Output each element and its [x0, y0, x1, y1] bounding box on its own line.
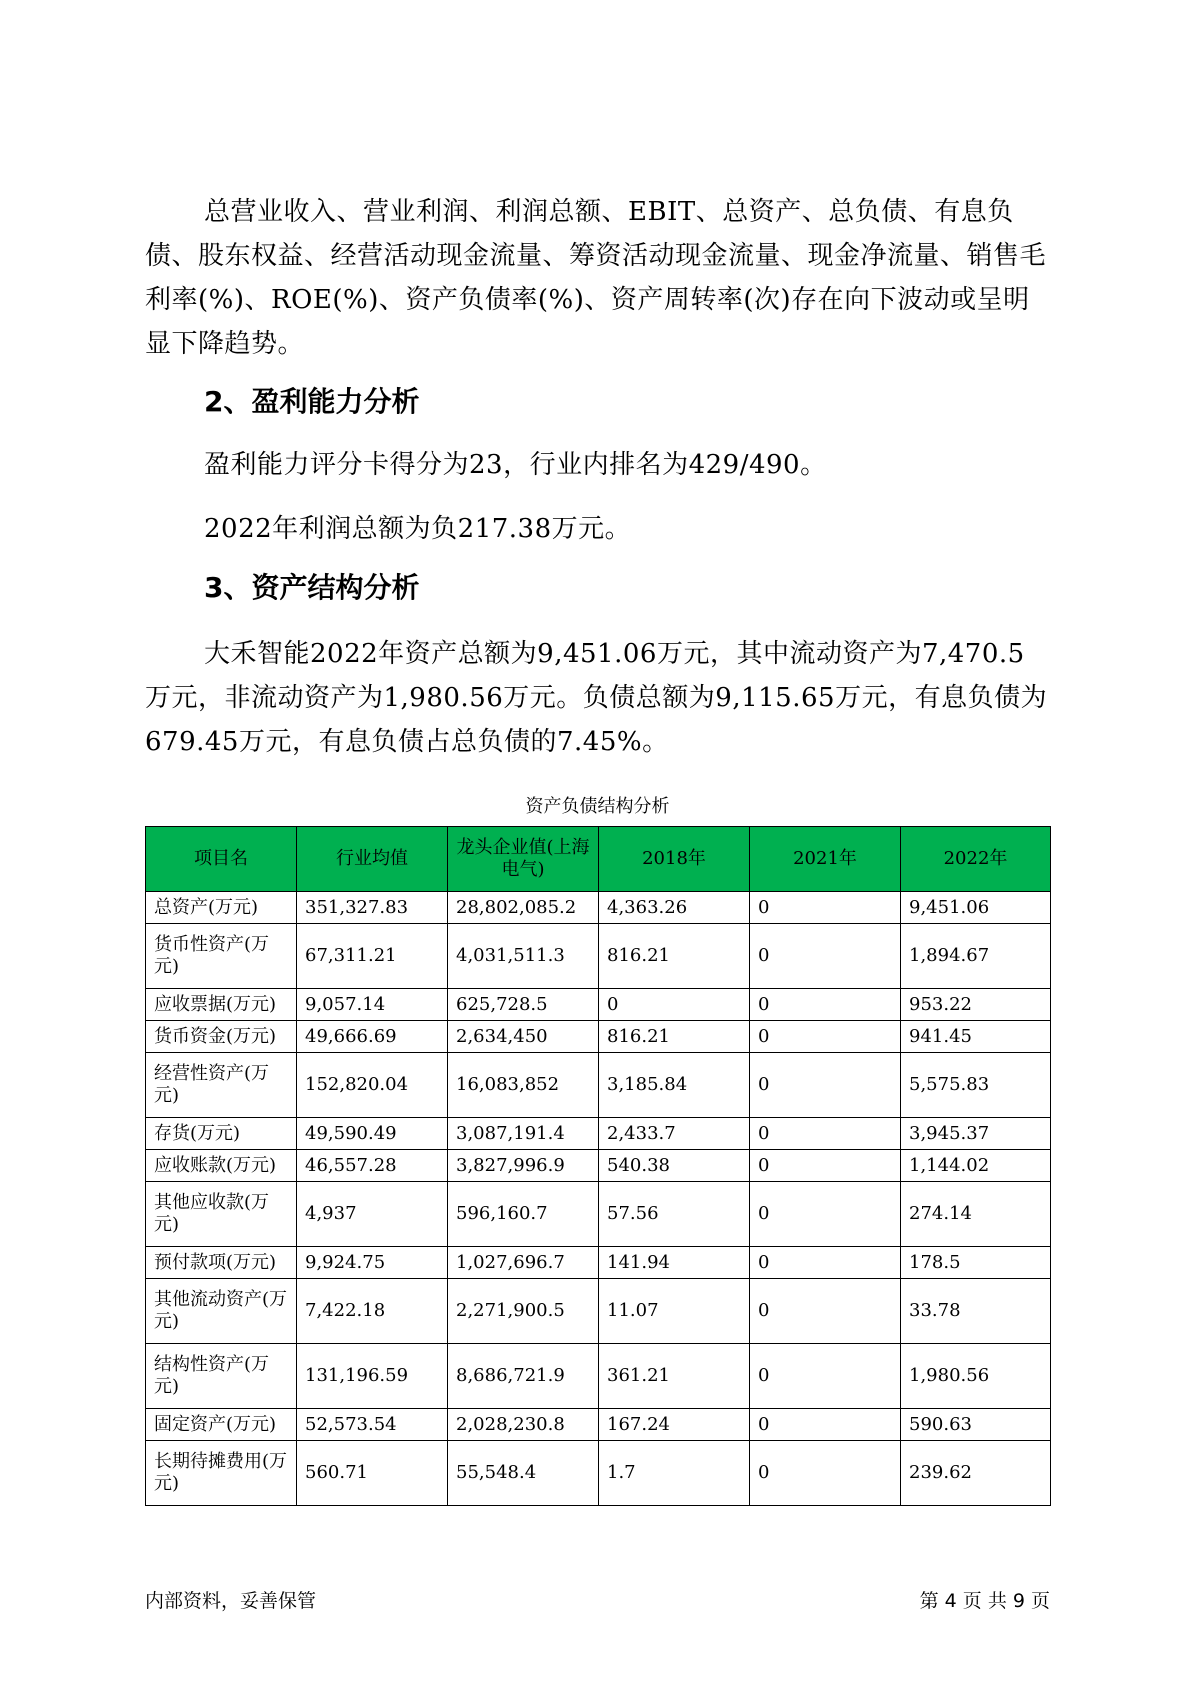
table-cell: 总资产(万元): [146, 892, 297, 924]
table-cell: 274.14: [901, 1182, 1051, 1247]
header-cell: 2021年: [750, 827, 901, 892]
table-cell: 141.94: [599, 1247, 750, 1279]
table-cell: 46,557.28: [297, 1150, 448, 1182]
table-cell: 9,451.06: [901, 892, 1051, 924]
table-cell: 178.5: [901, 1247, 1051, 1279]
table-cell: 0: [750, 892, 901, 924]
table-cell: 2,634,450: [448, 1021, 599, 1053]
table-cell: 经营性资产(万元): [146, 1053, 297, 1118]
table-cell: 16,083,852: [448, 1053, 599, 1118]
table-cell: 0: [750, 924, 901, 989]
table-cell: 1,894.67: [901, 924, 1051, 989]
table-cell: 4,363.26: [599, 892, 750, 924]
table-cell: 0: [750, 1247, 901, 1279]
table-row: [146, 1021, 1051, 1053]
table-cell: 625,728.5: [448, 989, 599, 1021]
table-row: [146, 1441, 1051, 1506]
table-cell: 货币性资产(万元): [146, 924, 297, 989]
table-cell: 0: [750, 1441, 901, 1506]
table-cell: 其他流动资产(万元): [146, 1279, 297, 1344]
table-row: [146, 1053, 1051, 1118]
page-number: 第 4 页 共 9 页: [919, 1590, 1050, 1612]
table-cell: 0: [750, 1118, 901, 1150]
table-row: [146, 924, 1051, 989]
table-cell: 28,802,085.2: [448, 892, 599, 924]
table-cell: 131,196.59: [297, 1344, 448, 1409]
table-cell: 7,422.18: [297, 1279, 448, 1344]
header-cell: 2022年: [901, 827, 1051, 892]
table-cell: 941.45: [901, 1021, 1051, 1053]
table-cell: 2,028,230.8: [448, 1409, 599, 1441]
table-cell: 953.22: [901, 989, 1051, 1021]
table-cell: 49,590.49: [297, 1118, 448, 1150]
header-cell: 项目名: [146, 827, 297, 892]
section2-title: 2、盈利能力分析: [204, 385, 420, 418]
table-cell: 0: [750, 1279, 901, 1344]
table-cell: 590.63: [901, 1409, 1051, 1441]
table-cell: 4,031,511.3: [448, 924, 599, 989]
table-cell: 货币资金(万元): [146, 1021, 297, 1053]
table-cell: 4,937: [297, 1182, 448, 1247]
table-cell: 0: [599, 989, 750, 1021]
table-cell: 67,311.21: [297, 924, 448, 989]
asset-structure-paragraph: 大禾智能2022年资产总额为9,451.06万元，其中流动资产为7,470.5万元，非流动资产为1,980.56万元。负债总额为9,115.65万元，有息负债为679.45万元，有息负债占总负债的7.45%。: [145, 639, 1048, 757]
table-cell: 0: [750, 1021, 901, 1053]
table-caption: 资产负债结构分析: [525, 796, 670, 817]
table-cell: 49,666.69: [297, 1021, 448, 1053]
table-cell: 351,327.83: [297, 892, 448, 924]
table-cell: 596,160.7: [448, 1182, 599, 1247]
table-cell: 152,820.04: [297, 1053, 448, 1118]
table-cell: 0: [750, 1053, 901, 1118]
profit-score-text: 盈利能力评分卡得分为23，行业内排名为429/490。: [204, 450, 827, 480]
table-cell: 5,575.83: [901, 1053, 1051, 1118]
profit-total-text: 2022年利润总额为负217.38万元。: [204, 514, 632, 544]
table-row: [146, 1150, 1051, 1182]
table-cell: 560.71: [297, 1441, 448, 1506]
table-cell: 2,433.7: [599, 1118, 750, 1150]
table-cell: 57.56: [599, 1182, 750, 1247]
table-cell: 0: [750, 1150, 901, 1182]
table-row: [146, 1409, 1051, 1441]
table-cell: 1,980.56: [901, 1344, 1051, 1409]
table-cell: 存货(万元): [146, 1118, 297, 1150]
table-cell: 长期待摊费用(万元): [146, 1441, 297, 1506]
table-row: [146, 1247, 1051, 1279]
table-cell: 应收账款(万元): [146, 1150, 297, 1182]
table-cell: 816.21: [599, 924, 750, 989]
table-cell: 2,271,900.5: [448, 1279, 599, 1344]
table-row: [146, 1344, 1051, 1409]
table-row: [146, 1182, 1051, 1247]
table-cell: 8,686,721.9: [448, 1344, 599, 1409]
table-row: [146, 892, 1051, 924]
header-cell: 行业均值: [297, 827, 448, 892]
table-cell: 1,027,696.7: [448, 1247, 599, 1279]
table-cell: 应收票据(万元): [146, 989, 297, 1021]
table-cell: 11.07: [599, 1279, 750, 1344]
table-cell: 3,087,191.4: [448, 1118, 599, 1150]
header-cell: 2018年: [599, 827, 750, 892]
table-row: [146, 989, 1051, 1021]
table-cell: 3,945.37: [901, 1118, 1051, 1150]
table-cell: 固定资产(万元): [146, 1409, 297, 1441]
table-cell: 预付款项(万元): [146, 1247, 297, 1279]
table-cell: 239.62: [901, 1441, 1051, 1506]
table-cell: 816.21: [599, 1021, 750, 1053]
table-cell: 55,548.4: [448, 1441, 599, 1506]
table-cell: 1,144.02: [901, 1150, 1051, 1182]
table-cell: 9,057.14: [297, 989, 448, 1021]
header-cell: 龙头企业值(上海电气): [448, 827, 599, 892]
table-cell: 540.38: [599, 1150, 750, 1182]
intro-paragraph: 总营业收入、营业利润、利润总额、EBIT、总资产、总负债、有息负债、股东权益、经营活动现金流量、筹资活动现金流量、现金净流量、销售毛利率(%)、ROE(%)、资产负债率(%)、资产周转率(次)存在向下波动或呈明显下降趋势。: [145, 197, 1047, 359]
asset-liability-table: [145, 826, 1051, 1506]
footer-confidential-note: 内部资料，妥善保管: [145, 1590, 317, 1612]
table-cell: 0: [750, 989, 901, 1021]
table-cell: 其他应收款(万元): [146, 1182, 297, 1247]
table-cell: 167.24: [599, 1409, 750, 1441]
table-row: [146, 1118, 1051, 1150]
table-header-row: [146, 827, 1051, 892]
table-cell: 0: [750, 1409, 901, 1441]
table-cell: 9,924.75: [297, 1247, 448, 1279]
table-cell: 52,573.54: [297, 1409, 448, 1441]
table-cell: 1.7: [599, 1441, 750, 1506]
table-cell: 0: [750, 1182, 901, 1247]
table-cell: 361.21: [599, 1344, 750, 1409]
table-cell: 33.78: [901, 1279, 1051, 1344]
section3-title: 3、资产结构分析: [204, 571, 420, 604]
table-row: [146, 1279, 1051, 1344]
table-cell: 3,827,996.9: [448, 1150, 599, 1182]
table-cell: 3,185.84: [599, 1053, 750, 1118]
table-cell: 0: [750, 1344, 901, 1409]
table-cell: 结构性资产(万元): [146, 1344, 297, 1409]
